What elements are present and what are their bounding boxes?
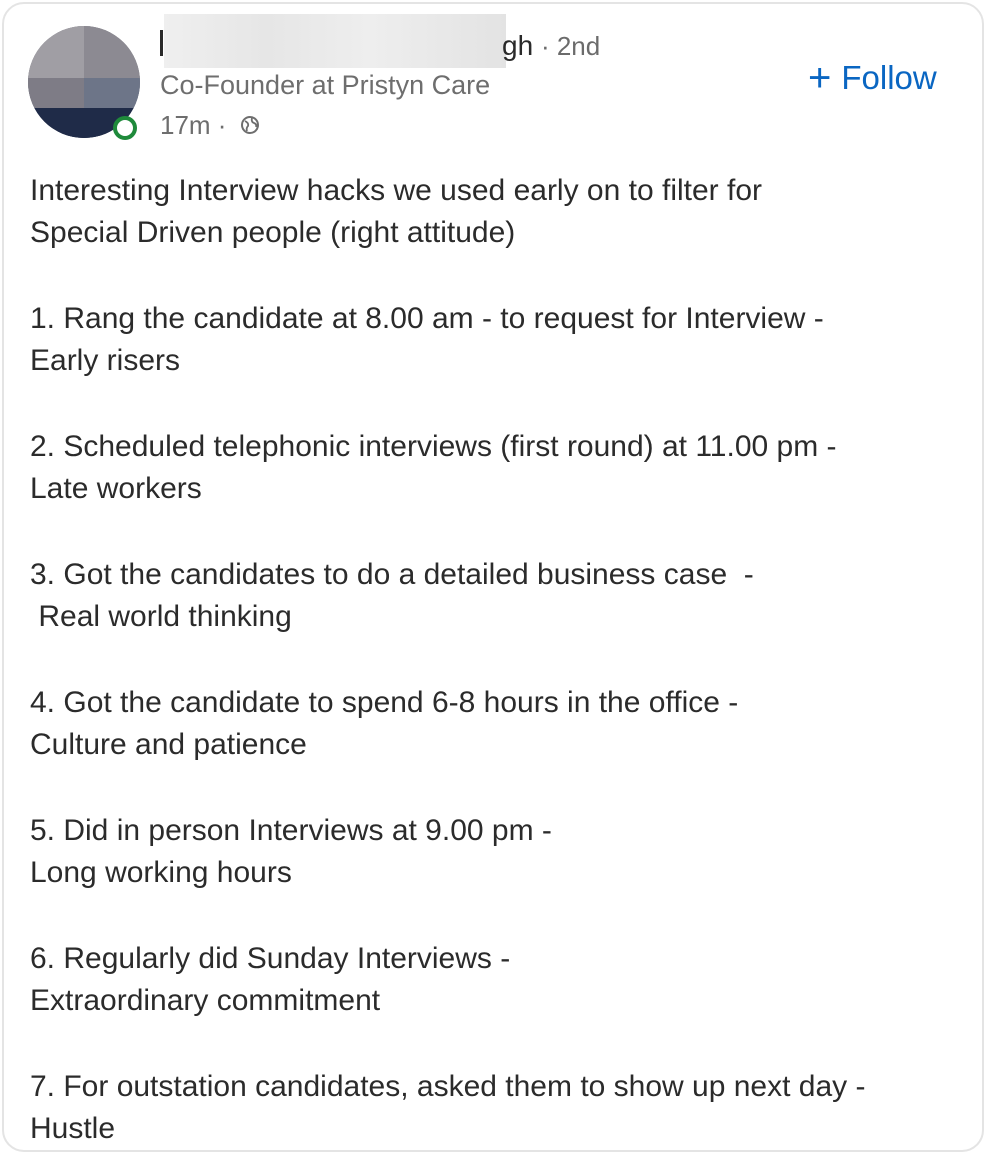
list-item	[30, 298, 970, 382]
list-item	[30, 1066, 970, 1150]
avatar-pixel	[84, 78, 140, 108]
post-intro	[30, 170, 970, 254]
list-item-line1: 4. Got the candidate to spend 6-8 hours in the office -	[30, 686, 739, 719]
meta-separator: ·	[210, 110, 234, 140]
author-name[interactable]: gh	[502, 30, 534, 61]
avatar-pixel	[28, 78, 84, 108]
post-card	[2, 2, 984, 1152]
avatar-pixel	[84, 26, 140, 78]
list-item-line2: Hustle	[30, 1112, 116, 1145]
follow-button[interactable]	[808, 54, 937, 102]
avatar-pixel	[28, 26, 84, 78]
list-item-line2: Long working hours	[30, 856, 292, 889]
plus-icon: +	[808, 56, 832, 100]
post-meta	[160, 108, 260, 142]
globe-icon	[240, 115, 260, 135]
post-body	[30, 170, 970, 1152]
author-name-redaction	[164, 14, 506, 68]
list-item-line2: Early risers	[30, 344, 181, 377]
list-item-line2: Culture and patience	[30, 728, 307, 761]
list-item-line1: 5. Did in person Interviews at 9.00 pm -	[30, 814, 552, 847]
connection-degree-separator: ·	[540, 31, 557, 61]
list-item	[30, 426, 970, 510]
list-item-line1: 7. For outstation candidates, asked them to show up next day -	[30, 1070, 866, 1103]
connection-degree: 2nd	[556, 31, 601, 61]
author-name-row[interactable]	[502, 28, 600, 64]
list-item	[30, 682, 970, 766]
list-item-line2: Real world thinking	[30, 600, 292, 633]
author-headline: Co-Founder at Pristyn Care	[160, 70, 491, 100]
list-item	[30, 938, 970, 1022]
list-item-line1: 2. Scheduled telephonic interviews (first round) at 11.00 pm -	[30, 430, 837, 463]
author-name-cursor	[160, 30, 163, 56]
list-item-line2: Extraordinary commitment	[30, 984, 381, 1017]
post-intro-line1: Interesting Interview hacks we used early on to filter for	[30, 174, 763, 207]
list-item-line1: 3. Got the candidates to do a detailed business case -	[30, 558, 754, 591]
list-item	[30, 554, 970, 638]
list-item-line1: 6. Regularly did Sunday Interviews -	[30, 942, 511, 975]
post-time: 17m	[160, 110, 211, 140]
post-intro-line2: Special Driven people (right attitude)	[30, 216, 516, 249]
list-item	[30, 810, 970, 894]
follow-label: Follow	[841, 59, 937, 96]
list-item-line1: 1. Rang the candidate at 8.00 am - to request for Interview -	[30, 302, 824, 335]
list-item-line2: Late workers	[30, 472, 202, 505]
online-status-icon	[113, 116, 137, 140]
